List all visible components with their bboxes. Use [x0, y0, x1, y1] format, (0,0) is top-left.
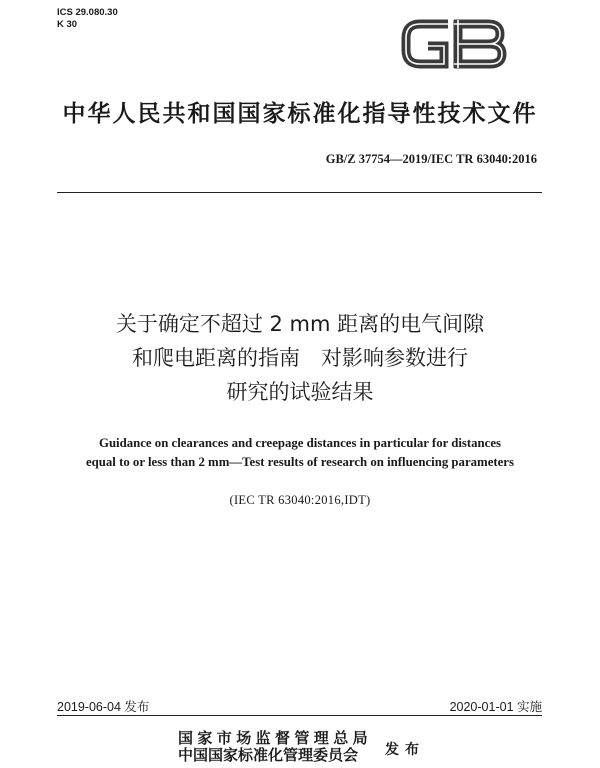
ics-code: ICS 29.080.30 — [57, 7, 118, 18]
release-label: 发布 — [385, 742, 425, 758]
issuing-organizations — [178, 730, 372, 764]
adoption-statement: (IEC TR 63040:2016,IDT) — [229, 493, 371, 507]
publish-date: 2019-06-04 发布 — [57, 700, 150, 714]
issuing-authority-title: 中华人民共和国国家标准化指导性技术文件 — [62, 101, 538, 127]
chinese-title-line-1: 关于确定不超过 2 mm 距离的电气间隙 — [115, 312, 485, 336]
bottom-divider — [57, 715, 542, 716]
chinese-title-line-2: 和爬电距离的指南 对影响参数进行 — [132, 346, 468, 370]
implement-date: 2020-01-01 实施 — [449, 700, 542, 714]
top-divider — [57, 192, 542, 193]
english-title-line-1: Guidance on clearances and creepage distances in particular for distances — [98, 436, 502, 450]
ics-code-block — [57, 7, 118, 31]
issuer-1: 国家市场监督管理总局 — [178, 729, 373, 747]
chinese-title-line-3: 研究的试验结果 — [226, 380, 374, 404]
issuer-2: 中国国家标准化管理委员会 — [178, 746, 359, 764]
english-title — [0, 434, 600, 472]
english-title-line-2: equal to or less than 2 mm—Test results of research on influencing parameters — [86, 455, 514, 469]
category-code: K 30 — [57, 19, 78, 30]
standard-number: GB/Z 37754—2019/IEC TR 63040:2016 — [325, 152, 537, 166]
chinese-title — [0, 307, 600, 409]
gb-logo — [398, 14, 510, 74]
